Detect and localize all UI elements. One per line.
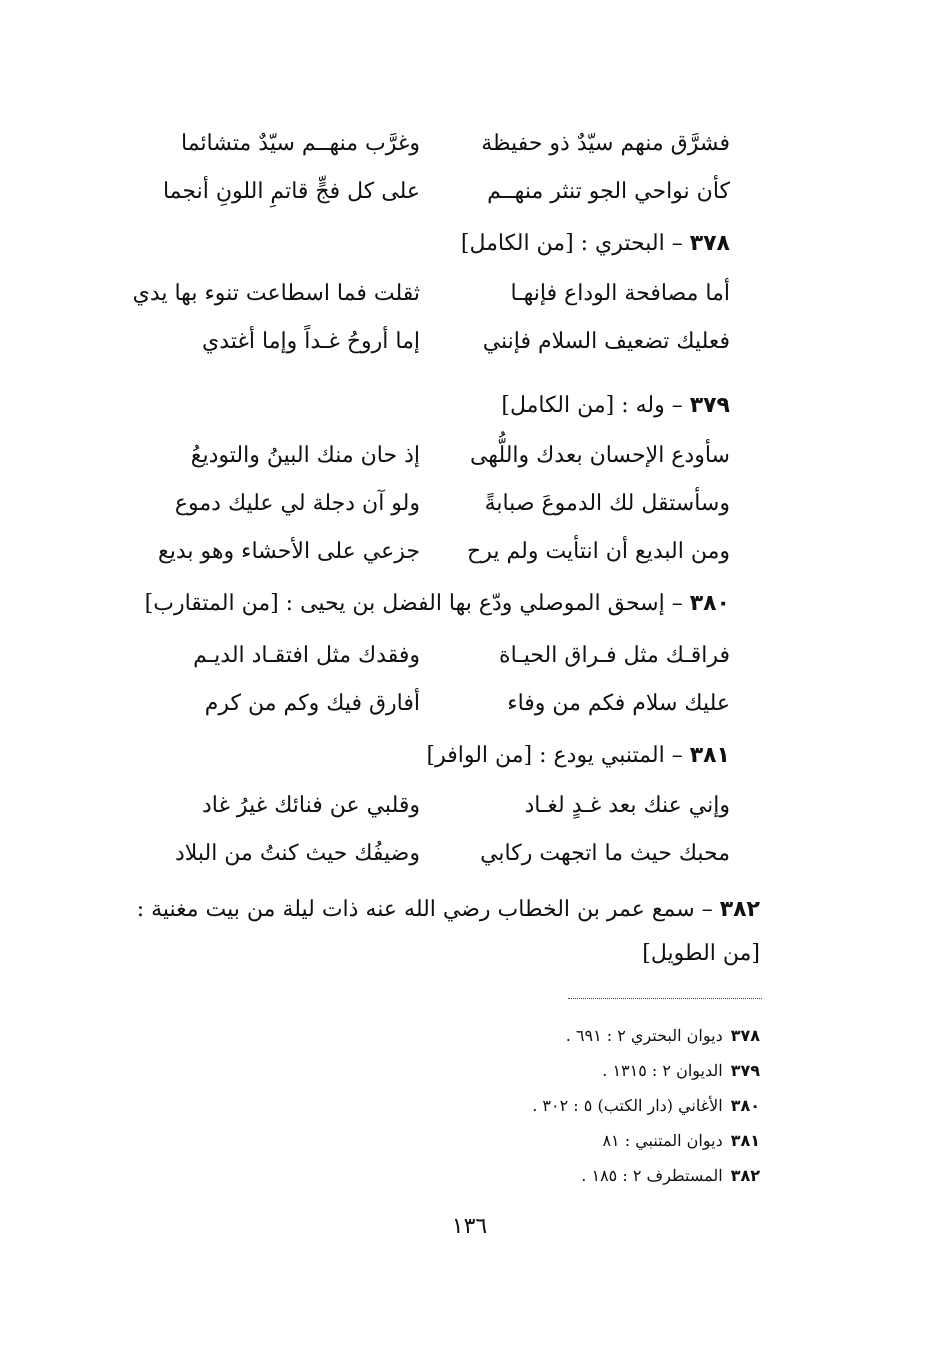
entry-number: ٣٧٩	[689, 393, 730, 418]
verse-first-hemistich: وإني عنك بعد غـدٍ لغـاد	[524, 793, 730, 818]
verse-first-hemistich: فشرَّق منهم سيّدٌ ذو حفيظة	[481, 131, 730, 156]
footnote-number: ٣٧٩	[730, 1061, 760, 1080]
footnotes	[532, 1018, 760, 1193]
verse-second-hemistich: أفارق فيك وكم من كرم	[204, 691, 420, 716]
verse-line	[130, 786, 730, 826]
verse-line	[130, 172, 730, 212]
footnote-text: ديوان المتنبي : ٨١	[602, 1131, 723, 1150]
footnote-item	[532, 1123, 760, 1158]
verse-first-hemistich: محبك حيث ما اتجهت ركابي	[480, 841, 730, 866]
verse-second-hemistich: وفقدك مثل افتقـاد الديـم	[193, 643, 420, 668]
entry-text: – سمع عمر بن الخطاب رضي الله عنه ذات ليلة من بيت مغنية : [من الطويل]	[136, 897, 760, 966]
verse-second-hemistich: إذ حان منك البينُ والتوديعُ	[190, 443, 420, 468]
entry-title: – البحتري : [من الكامل]	[460, 231, 690, 256]
verse-first-hemistich: كأن نواحي الجو تنثر منهــم	[487, 179, 730, 204]
footnote-separator	[568, 998, 762, 999]
verse-first-hemistich: فعليك تضعيف السلام فإنني	[482, 329, 730, 354]
verse-first-hemistich: فراقـك مثل فـراق الحيـاة	[499, 643, 730, 668]
footnote-number: ٣٨١	[730, 1131, 760, 1150]
verse-second-hemistich: وغرَّب منهــم سيّدٌ متشائما	[181, 131, 420, 156]
footnote-item	[532, 1088, 760, 1123]
footnote-item	[532, 1018, 760, 1053]
verse-second-hemistich: وضيفُك حيث كنتُ من البلاد	[174, 841, 420, 866]
verse-line	[130, 274, 730, 314]
footnote-number: ٣٨٢	[730, 1166, 760, 1185]
entry-heading-380	[145, 584, 730, 624]
verse-first-hemistich: أما مصافحة الوداع فإنهـا	[510, 281, 730, 306]
verse-line	[130, 124, 730, 164]
verse-line	[130, 636, 730, 676]
verse-second-hemistich: ولو آن دجلة لي عليك دموع	[174, 491, 420, 516]
entry-title: – إسحق الموصلي ودّع بها الفضل بن يحيى : [من المتقارب]	[144, 591, 690, 616]
verse-line	[130, 484, 730, 524]
footnote-text: الأغاني (دار الكتب) ٥ : ٣٠٢ .	[532, 1096, 723, 1115]
page-number: ١٣٦	[451, 1214, 488, 1239]
entry-paragraph-382	[100, 888, 760, 976]
footnote-text: ديوان البحتري ٢ : ٦٩١ .	[565, 1026, 723, 1045]
footnote-text: الديوان ٢ : ١٣١٥ .	[602, 1061, 723, 1080]
entry-number: ٣٨٢	[719, 897, 760, 922]
entry-heading-381	[426, 736, 730, 776]
verse-second-hemistich: وقلبي عن فنائك غيرُ غاد	[201, 793, 420, 818]
verse-line	[130, 684, 730, 724]
verse-second-hemistich: إما أروحُ غـداً وإما أغتدي	[202, 329, 420, 354]
footnote-item	[532, 1158, 760, 1193]
verse-line	[130, 834, 730, 874]
entry-number: ٣٨١	[689, 743, 730, 768]
verse-line	[130, 322, 730, 362]
footnote-number: ٣٨٠	[730, 1096, 760, 1115]
entry-number: ٣٧٨	[689, 231, 730, 256]
entry-heading-379	[501, 386, 730, 426]
verse-first-hemistich: سأودع الإحسان بعدك واللُّهى	[469, 443, 730, 468]
verse-second-hemistich: جزعي على الأحشاء وهو بديع	[158, 539, 420, 564]
footnote-item	[532, 1053, 760, 1088]
verse-line	[130, 532, 730, 572]
entry-heading-378	[461, 224, 730, 264]
footnote-number: ٣٧٨	[730, 1026, 760, 1045]
entry-number: ٣٨٠	[689, 591, 730, 616]
entry-title: – وله : [من الكامل]	[501, 393, 690, 418]
entry-title: – المتنبي يودع : [من الوافر]	[426, 743, 690, 768]
verse-second-hemistich: على كل فجٍّ قاتمِ اللونِ أنجما	[162, 179, 420, 204]
footnote-text: المستطرف ٢ : ١٨٥ .	[581, 1166, 723, 1185]
verse-first-hemistich: ومن البديع أن انتأيت ولم يرح	[467, 539, 730, 564]
verse-line	[130, 436, 730, 476]
verse-first-hemistich: عليك سلام فكم من وفاء	[507, 691, 730, 716]
verse-first-hemistich: وسأستقل لك الدموعَ صبابةً	[484, 491, 730, 516]
verse-second-hemistich: ثقلت فما اسطاعت تنوء بها يدي	[132, 281, 420, 306]
